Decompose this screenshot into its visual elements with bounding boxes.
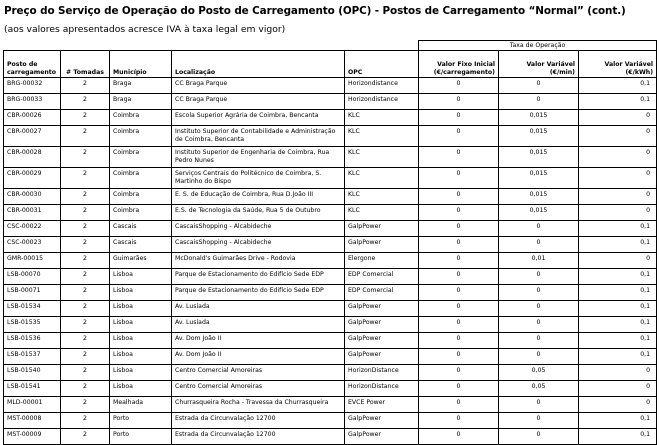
cell-opc: GalpPower	[345, 349, 419, 365]
cell-posto: LSB-00071	[4, 285, 61, 301]
cell-kwh: 0	[579, 147, 657, 168]
cell-tomadas: 2	[61, 301, 110, 317]
cell-min: 0	[499, 285, 579, 301]
cell-opc: Elergone	[345, 253, 419, 269]
cell-min: 0	[499, 397, 579, 413]
cell-opc: GalpPower	[345, 301, 419, 317]
cell-posto: CSC-00023	[4, 237, 61, 253]
cell-kwh: 0	[579, 381, 657, 397]
cell-min: 0	[499, 221, 579, 237]
cell-posto: CBR-00030	[4, 189, 61, 205]
cell-kwh: 0,1	[579, 333, 657, 349]
table-row	[4, 189, 657, 205]
cell-kwh: 0	[579, 253, 657, 269]
cell-tomadas: 2	[61, 189, 110, 205]
cell-min: 0,05	[499, 365, 579, 381]
cell-kwh: 0	[579, 110, 657, 126]
cell-kwh: 0	[579, 205, 657, 221]
cell-fixo: 0	[419, 269, 499, 285]
cell-opc: KLC	[345, 168, 419, 189]
cell-posto: GMR-00015	[4, 253, 61, 269]
cell-municipio: Coimbra	[110, 126, 172, 147]
cell-fixo: 0	[419, 285, 499, 301]
col-header-localizacao: Localização	[172, 51, 345, 78]
cell-localizacao: Av. Dom João II	[172, 349, 345, 365]
cell-posto: MST-00008	[4, 413, 61, 429]
cell-fixo: 0	[419, 205, 499, 221]
cell-fixo: 0	[419, 333, 499, 349]
col-header-kwh: Valor Variável (€/kWh)	[579, 51, 657, 78]
cell-tomadas: 2	[61, 317, 110, 333]
cell-kwh: 0,1	[579, 285, 657, 301]
col-header-posto: Posto de carregamento	[4, 51, 61, 78]
cell-localizacao: Churrasqueira Rocha - Travessa da Churrasqueira	[172, 397, 345, 413]
cell-localizacao: Parque de Estacionamento do Edifício Sede EDP	[172, 285, 345, 301]
table-row	[4, 285, 657, 301]
cell-fixo: 0	[419, 94, 499, 110]
cell-opc: EDP Comercial	[345, 269, 419, 285]
cell-opc: Horizondistance	[345, 78, 419, 94]
cell-opc: HorizonDistance	[345, 365, 419, 381]
cell-kwh: 0,1	[579, 94, 657, 110]
tariff-table	[3, 40, 657, 445]
table-row	[4, 205, 657, 221]
cell-tomadas: 2	[61, 413, 110, 429]
cell-municipio: Cascais	[110, 237, 172, 253]
cell-min: 0,015	[499, 147, 579, 168]
cell-municipio: Coimbra	[110, 110, 172, 126]
cell-opc: KLC	[345, 205, 419, 221]
cell-localizacao: CC Braga Parque	[172, 78, 345, 94]
cell-min: 0	[499, 237, 579, 253]
cell-tomadas: 2	[61, 429, 110, 445]
cell-fixo: 0	[419, 147, 499, 168]
table-row	[4, 221, 657, 237]
cell-posto: CBR-00026	[4, 110, 61, 126]
cell-min: 0,015	[499, 110, 579, 126]
cell-fixo: 0	[419, 237, 499, 253]
cell-fixo: 0	[419, 397, 499, 413]
table-row	[4, 413, 657, 429]
cell-kwh: 0	[579, 168, 657, 189]
cell-min: 0,015	[499, 205, 579, 221]
cell-tomadas: 2	[61, 269, 110, 285]
cell-municipio: Porto	[110, 429, 172, 445]
cell-localizacao: McDonald's Guimarães Drive - Rodovia	[172, 253, 345, 269]
cell-localizacao: Av. Dom João II	[172, 333, 345, 349]
cell-fixo: 0	[419, 349, 499, 365]
cell-opc: GalpPower	[345, 429, 419, 445]
table-row	[4, 365, 657, 381]
cell-min: 0,015	[499, 189, 579, 205]
group-header-taxa: Taxa de Operação	[419, 41, 657, 51]
cell-municipio: Lisboa	[110, 365, 172, 381]
cell-tomadas: 2	[61, 221, 110, 237]
table-row	[4, 397, 657, 413]
cell-posto: CBR-00029	[4, 168, 61, 189]
cell-opc: KLC	[345, 147, 419, 168]
cell-opc: Horizondistance	[345, 94, 419, 110]
cell-tomadas: 2	[61, 349, 110, 365]
cell-tomadas: 2	[61, 381, 110, 397]
table-row	[4, 349, 657, 365]
cell-localizacao: Centro Comercial Amoreiras	[172, 381, 345, 397]
cell-tomadas: 2	[61, 253, 110, 269]
cell-tomadas: 2	[61, 237, 110, 253]
cell-min: 0	[499, 269, 579, 285]
cell-kwh: 0,1	[579, 237, 657, 253]
cell-municipio: Coimbra	[110, 205, 172, 221]
cell-municipio: Braga	[110, 94, 172, 110]
cell-fixo: 0	[419, 110, 499, 126]
cell-min: 0	[499, 301, 579, 317]
cell-municipio: Lisboa	[110, 269, 172, 285]
cell-tomadas: 2	[61, 285, 110, 301]
cell-municipio: Coimbra	[110, 189, 172, 205]
table-header-row	[4, 51, 657, 78]
table-row	[4, 317, 657, 333]
table-row	[4, 147, 657, 168]
cell-kwh: 0,1	[579, 301, 657, 317]
cell-fixo: 0	[419, 189, 499, 205]
cell-posto: CBR-00028	[4, 147, 61, 168]
cell-localizacao: Instituto Superior de Contabilidade e Administração de Coimbra, Bencanta	[172, 126, 345, 147]
page-subtitle: (aos valores apresentados acresce IVA à taxa legal em vigor)	[4, 24, 286, 35]
table-row	[4, 301, 657, 317]
cell-kwh: 0	[579, 365, 657, 381]
cell-fixo: 0	[419, 126, 499, 147]
cell-municipio: Mealhada	[110, 397, 172, 413]
cell-municipio: Porto	[110, 413, 172, 429]
cell-opc: EDP Comercial	[345, 285, 419, 301]
cell-min: 0	[499, 429, 579, 445]
cell-kwh: 0,1	[579, 269, 657, 285]
table-row	[4, 333, 657, 349]
cell-localizacao: Escola Superior Agrária de Coimbra, Bencanta	[172, 110, 345, 126]
cell-fixo: 0	[419, 78, 499, 94]
cell-kwh: 0,1	[579, 349, 657, 365]
table-row	[4, 429, 657, 445]
cell-kwh: 0	[579, 397, 657, 413]
cell-min: 0	[499, 94, 579, 110]
col-header-fixo: Valor Fixo Inicial (€/carregamento)	[419, 51, 499, 78]
cell-localizacao: Estrada da Circunvalação 12700	[172, 413, 345, 429]
cell-kwh: 0,1	[579, 413, 657, 429]
cell-fixo: 0	[419, 381, 499, 397]
cell-municipio: Cascais	[110, 221, 172, 237]
cell-opc: GalpPower	[345, 237, 419, 253]
cell-min: 0,015	[499, 168, 579, 189]
table-row	[4, 94, 657, 110]
cell-localizacao: Parque de Estacionamento do Edifício Sede EDP	[172, 269, 345, 285]
cell-localizacao: Serviços Centrais do Politécnico de Coimbra, S. Martinho do Bispo	[172, 168, 345, 189]
cell-opc: GalpPower	[345, 221, 419, 237]
cell-municipio: Lisboa	[110, 317, 172, 333]
cell-tomadas: 2	[61, 110, 110, 126]
table-row	[4, 253, 657, 269]
table-row	[4, 381, 657, 397]
cell-posto: LSB-01541	[4, 381, 61, 397]
cell-fixo: 0	[419, 168, 499, 189]
table-group-header-row	[4, 41, 657, 51]
page-title: Preço do Serviço de Operação do Posto de Carregamento (OPC) - Postos de Carregamento “Normal” (cont.)	[4, 5, 626, 17]
cell-opc: GalpPower	[345, 317, 419, 333]
cell-posto: LSB-01535	[4, 317, 61, 333]
cell-tomadas: 2	[61, 126, 110, 147]
col-header-opc: OPC	[345, 51, 419, 78]
cell-localizacao: CascaisShopping - Alcabideche	[172, 221, 345, 237]
cell-tomadas: 2	[61, 78, 110, 94]
cell-kwh: 0,1	[579, 317, 657, 333]
cell-min: 0,05	[499, 381, 579, 397]
cell-min: 0	[499, 317, 579, 333]
cell-min: 0	[499, 333, 579, 349]
cell-posto: LSB-01536	[4, 333, 61, 349]
cell-localizacao: Estrada da Circunvalação 12700	[172, 429, 345, 445]
cell-posto: MST-00009	[4, 429, 61, 445]
cell-opc: GalpPower	[345, 413, 419, 429]
col-header-tomadas: # Tomadas	[61, 51, 110, 78]
cell-localizacao: CascaisShopping - Alcabideche	[172, 237, 345, 253]
cell-posto: CBR-00027	[4, 126, 61, 147]
cell-opc: EVCE Power	[345, 397, 419, 413]
col-header-min: Valor Variável (€/min)	[499, 51, 579, 78]
cell-fixo: 0	[419, 301, 499, 317]
table-body	[4, 78, 657, 445]
cell-kwh: 0,1	[579, 78, 657, 94]
cell-localizacao: Instituto Superior de Engenharia de Coimbra, Rua Pedro Nunes	[172, 147, 345, 168]
cell-municipio: Lisboa	[110, 333, 172, 349]
cell-localizacao: Centro Comercial Amoreiras	[172, 365, 345, 381]
cell-posto: CBR-00031	[4, 205, 61, 221]
cell-posto: CSC-00022	[4, 221, 61, 237]
cell-tomadas: 2	[61, 333, 110, 349]
table-row	[4, 110, 657, 126]
cell-opc: KLC	[345, 110, 419, 126]
cell-localizacao: Av. Lusíada	[172, 317, 345, 333]
cell-opc: GalpPower	[345, 333, 419, 349]
cell-fixo: 0	[419, 429, 499, 445]
cell-kwh: 0,1	[579, 429, 657, 445]
table-row	[4, 237, 657, 253]
table-row	[4, 269, 657, 285]
cell-localizacao: Av. Lusíada	[172, 301, 345, 317]
cell-min: 0	[499, 78, 579, 94]
cell-fixo: 0	[419, 413, 499, 429]
cell-tomadas: 2	[61, 94, 110, 110]
cell-municipio: Lisboa	[110, 285, 172, 301]
cell-municipio: Lisboa	[110, 301, 172, 317]
cell-localizacao: E. S. de Educação de Coimbra, Rua D.João III	[172, 189, 345, 205]
cell-tomadas: 2	[61, 147, 110, 168]
table-row	[4, 78, 657, 94]
cell-localizacao: CC Braga Parque	[172, 94, 345, 110]
cell-municipio: Coimbra	[110, 168, 172, 189]
cell-kwh: 0	[579, 126, 657, 147]
cell-opc: KLC	[345, 189, 419, 205]
cell-posto: LSB-01537	[4, 349, 61, 365]
cell-kwh: 0	[579, 189, 657, 205]
cell-min: 0,015	[499, 126, 579, 147]
cell-posto: BRG-00032	[4, 78, 61, 94]
cell-posto: LSB-01534	[4, 301, 61, 317]
cell-tomadas: 2	[61, 168, 110, 189]
cell-municipio: Lisboa	[110, 381, 172, 397]
cell-posto: MLD-00001	[4, 397, 61, 413]
cell-localizacao: E.S. de Tecnologia da Saúde, Rua 5 de Outubro	[172, 205, 345, 221]
cell-fixo: 0	[419, 317, 499, 333]
cell-opc: HorizonDistance	[345, 381, 419, 397]
table-row	[4, 126, 657, 147]
table-row	[4, 168, 657, 189]
cell-opc: KLC	[345, 126, 419, 147]
cell-tomadas: 2	[61, 205, 110, 221]
cell-fixo: 0	[419, 253, 499, 269]
cell-posto: LSB-01540	[4, 365, 61, 381]
col-header-municipio: Município	[110, 51, 172, 78]
cell-tomadas: 2	[61, 397, 110, 413]
cell-tomadas: 2	[61, 365, 110, 381]
cell-kwh: 0,1	[579, 221, 657, 237]
cell-posto: LSB-00070	[4, 269, 61, 285]
cell-municipio: Braga	[110, 78, 172, 94]
cell-municipio: Guimarães	[110, 253, 172, 269]
cell-min: 0	[499, 349, 579, 365]
cell-fixo: 0	[419, 365, 499, 381]
cell-fixo: 0	[419, 221, 499, 237]
cell-min: 0,01	[499, 253, 579, 269]
cell-posto: BRG-00033	[4, 94, 61, 110]
cell-municipio: Lisboa	[110, 349, 172, 365]
cell-municipio: Coimbra	[110, 147, 172, 168]
cell-min: 0	[499, 413, 579, 429]
